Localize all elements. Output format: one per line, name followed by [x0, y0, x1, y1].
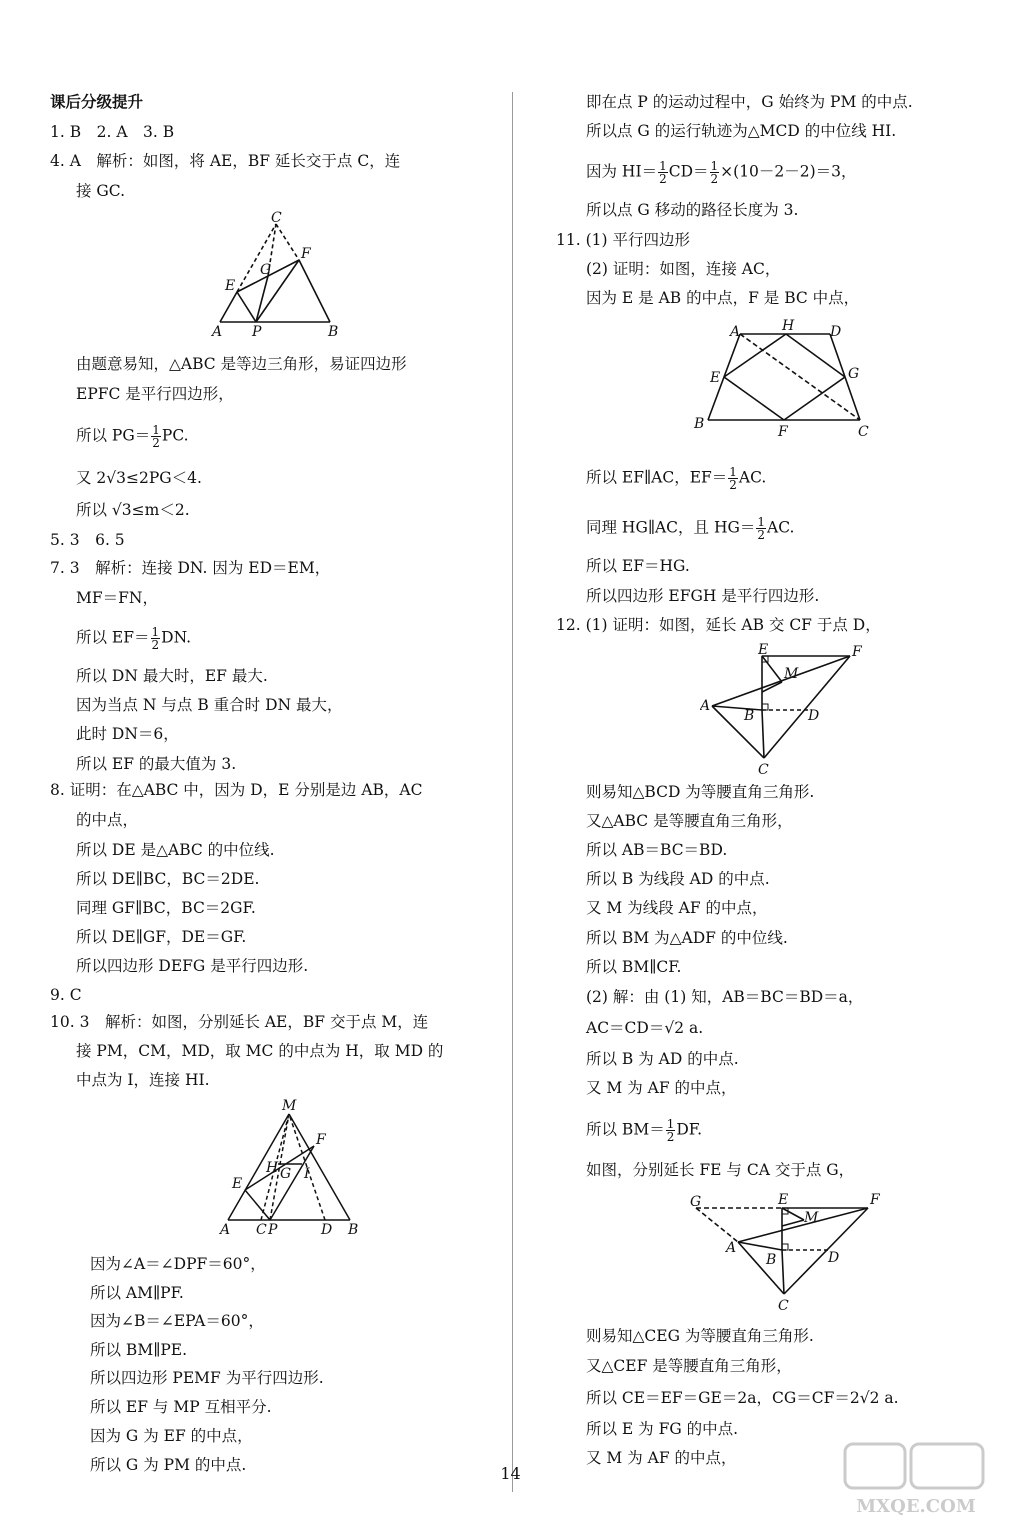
section-heading: 课后分级提升 — [50, 92, 144, 111]
answer-line: 所以 G 为 PM 的中点. — [90, 1456, 247, 1474]
answer-line: (2) 证明：如图，连接 AC， — [586, 260, 781, 278]
fig1-label: A — [212, 324, 223, 340]
answer-line: 所以四边形 DEFG 是平行四边形. — [76, 957, 309, 975]
answer-line: 所以 PG＝ $\frac{1}{2}$ PC. — [76, 423, 189, 450]
answer-line: 所以 EF 与 MP 互相平分. — [90, 1398, 272, 1416]
fraction: $\frac{1}{2}$ — [151, 625, 160, 652]
fig2-label: G — [280, 1166, 292, 1182]
answer-line: (2) 解：由 (1) 知，AB＝BC＝BD＝a， — [586, 988, 864, 1006]
fig3-label: G — [848, 366, 860, 382]
fig3-label: C — [858, 424, 869, 440]
answer-line: 的中点， — [76, 811, 139, 829]
fig4-label: M — [784, 666, 799, 682]
fraction: $\frac{1}{2}$ — [729, 465, 737, 492]
answer-line: 所以 DN 最大时，EF 最大. — [76, 667, 268, 685]
answer-line: 因为∠A＝∠DPF＝60°， — [90, 1255, 266, 1273]
answer-line: 所以 EF＝HG. — [586, 557, 690, 575]
fraction: $\frac{1}{2}$ — [152, 423, 160, 450]
answer-line: 又△ABC 是等腰直角三角形， — [586, 812, 793, 830]
answer-line: 4. A 解析：如图，将 AE，BF 延长交于点 C，连 — [50, 152, 401, 170]
fig4-label: F — [852, 644, 862, 660]
answer-line: 所以 √3≤m＜2. — [76, 501, 190, 519]
fraction: $\frac{1}{2}$ — [757, 515, 766, 542]
answer-line: MF＝FN， — [76, 589, 158, 607]
fig3-label: D — [830, 324, 842, 340]
watermark-logo — [841, 1440, 991, 1520]
fig2-label: B — [348, 1222, 359, 1238]
answer-line: 11. (1) 平行四边形 — [556, 231, 690, 249]
answer-line: 所以 CE＝EF＝GE＝2a，CG＝CF＝2√2 a. — [586, 1389, 899, 1407]
answer-line: 5. 3 6. 5 — [50, 531, 125, 549]
figure-4 — [700, 642, 870, 776]
fig4-label: B — [744, 708, 755, 724]
fig5-label: G — [690, 1194, 702, 1210]
fig5-label: E — [778, 1192, 789, 1208]
answer-line: 因为 E 是 AB 的中点，F 是 BC 中点， — [586, 289, 860, 307]
fraction: $\frac{1}{2}$ — [666, 1117, 675, 1144]
answer-line: 10. 3 解析：如图，分别延长 AE，BF 交于点 M，连 — [50, 1013, 429, 1031]
fig4-label: A — [700, 698, 711, 714]
fig1-label: F — [301, 246, 311, 262]
column-divider — [512, 92, 513, 1492]
answer-line: 又 M 为 AF 的中点， — [586, 1449, 737, 1467]
answer-line: 12. (1) 证明：如图，延长 AB 交 CF 于点 D， — [556, 616, 881, 634]
answer-line: 因为当点 N 与点 B 重合时 DN 最大， — [76, 696, 343, 714]
fig5-label: D — [828, 1250, 840, 1266]
fig5-label: B — [766, 1252, 777, 1268]
answer-line: 又 M 为线段 AF 的中点， — [586, 899, 768, 917]
answer-line: 1. B 2. A 3. B — [50, 123, 175, 141]
fig5-label: A — [726, 1240, 737, 1256]
answer-line: 因为∠B＝∠EPA＝60°， — [90, 1312, 264, 1330]
fig2-label: F — [316, 1132, 326, 1148]
answer-line: 所以四边形 PEMF 为平行四边形. — [90, 1369, 324, 1387]
fig4-label: C — [758, 762, 769, 776]
fig2-label: H — [266, 1160, 279, 1176]
answer-line: 所以 DE∥BC，BC＝2DE. — [76, 870, 260, 888]
answer-line: 所以 BM＝ $\frac{1}{2}$ DF. — [586, 1117, 703, 1144]
answer-line: 7. 3 解析：连接 DN. 因为 ED＝EM， — [50, 559, 331, 577]
answer-line: 所以四边形 EFGH 是平行四边形. — [586, 587, 820, 605]
answer-line: 同理 GF∥BC，BC＝2GF. — [76, 899, 256, 917]
figure-1 — [210, 210, 350, 342]
answer-line: 接 GC. — [76, 182, 126, 200]
answer-line: 又△CEF 是等腰直角三角形， — [586, 1357, 792, 1375]
fig5-label: M — [804, 1210, 819, 1226]
fig2-label: P — [268, 1222, 278, 1238]
answer-line: 又 M 为 AF 的中点， — [586, 1079, 737, 1097]
watermark-text: MXQE.COM — [856, 1496, 976, 1517]
answer-line: EPFC 是平行四边形， — [76, 385, 234, 403]
fig2-label: I — [304, 1166, 310, 1182]
answer-line: 所以 EF 的最大值为 3. — [76, 755, 237, 773]
figure-3 — [690, 316, 878, 440]
figure-2 — [218, 1094, 368, 1240]
answer-line: 所以 AB＝BC＝BD. — [586, 841, 728, 859]
fig2-label: C — [256, 1222, 267, 1238]
fig1-label: B — [328, 324, 339, 340]
answer-line: 此时 DN＝6， — [76, 725, 179, 743]
fig3-label: F — [778, 424, 788, 440]
answer-line: 所以点 G 移动的路径长度为 3. — [586, 201, 799, 219]
fig3-label: E — [710, 370, 721, 386]
fig3-label: A — [730, 324, 741, 340]
fig2-label: D — [321, 1222, 333, 1238]
answer-line: 所以 DE 是△ABC 的中位线. — [76, 841, 275, 859]
answer-line: 同理 HG∥AC，且 HG＝ $\frac{1}{2}$ AC. — [586, 515, 795, 542]
figure-5 — [686, 1186, 886, 1316]
answer-line: 所以 B 为线段 AD 的中点. — [586, 870, 770, 888]
answer-line: 所以 BM∥PE. — [90, 1341, 188, 1359]
fig1-label: E — [225, 278, 236, 294]
fig1-label: G — [260, 262, 272, 278]
answer-line: 又 2√3≤2PG＜4. — [76, 469, 202, 487]
fig5-label: F — [870, 1192, 880, 1208]
answer-line: AC＝CD＝√2 a. — [586, 1019, 704, 1037]
answer-line: 所以 DE∥GF，DE＝GF. — [76, 928, 247, 946]
fig4-label: D — [808, 708, 820, 724]
answer-line: 中点为 I，连接 HI. — [76, 1071, 210, 1089]
answer-line: 9. C — [50, 986, 82, 1004]
answer-line: 则易知△CEG 为等腰直角三角形. — [586, 1327, 814, 1345]
fig2-label: M — [282, 1098, 297, 1114]
fraction: $\frac{1}{2}$ — [659, 159, 667, 186]
answer-line: 如图，分别延长 FE 与 CA 交于点 G， — [586, 1161, 855, 1179]
answer-line: 所以 E 为 FG 的中点. — [586, 1420, 739, 1438]
fig3-label: H — [782, 318, 795, 334]
answer-line: 所以 AM∥PF. — [90, 1284, 184, 1302]
answer-line: 则易知△BCD 为等腰直角三角形. — [586, 783, 815, 801]
fig2-label: A — [220, 1222, 231, 1238]
answer-line: 因为 G 为 EF 的中点， — [90, 1427, 253, 1445]
answer-line: 所以点 G 的运行轨迹为△MCD 的中位线 HI. — [586, 122, 897, 140]
answer-line: 所以 EF∥AC，EF＝ $\frac{1}{2}$ AC. — [586, 465, 767, 492]
fraction: $\frac{1}{2}$ — [710, 159, 719, 186]
fig4-label: E — [758, 642, 769, 658]
fig1-label: P — [252, 324, 262, 340]
answer-line: 所以 B 为 AD 的中点. — [586, 1050, 739, 1068]
fig1-label: C — [271, 210, 282, 226]
answer-line: 接 PM，CM，MD，取 MC 的中点为 H，取 MD 的 — [76, 1042, 444, 1060]
answer-line: 所以 BM∥CF. — [586, 958, 682, 976]
fig3-label: B — [694, 416, 705, 432]
answer-line: 所以 EF＝ $\frac{1}{2}$ DN. — [76, 625, 192, 652]
answer-line: 所以 BM 为△ADF 的中位线. — [586, 929, 788, 947]
fig2-label: E — [232, 1176, 243, 1192]
fig5-label: C — [778, 1298, 789, 1314]
answer-line: 8. 证明：在△ABC 中，因为 D，E 分别是边 AB，AC — [50, 781, 423, 799]
page-number: 14 — [500, 1464, 521, 1483]
answer-line: 即在点 P 的运动过程中，G 始终为 PM 的中点. — [586, 93, 913, 111]
answer-line: 由题意易知，△ABC 是等边三角形，易证四边形 — [76, 355, 407, 373]
answer-line: 因为 HI＝ $\frac{1}{2}$ CD＝ $\frac{1}{2}$ ×(10－2－2)＝3， — [586, 159, 857, 186]
